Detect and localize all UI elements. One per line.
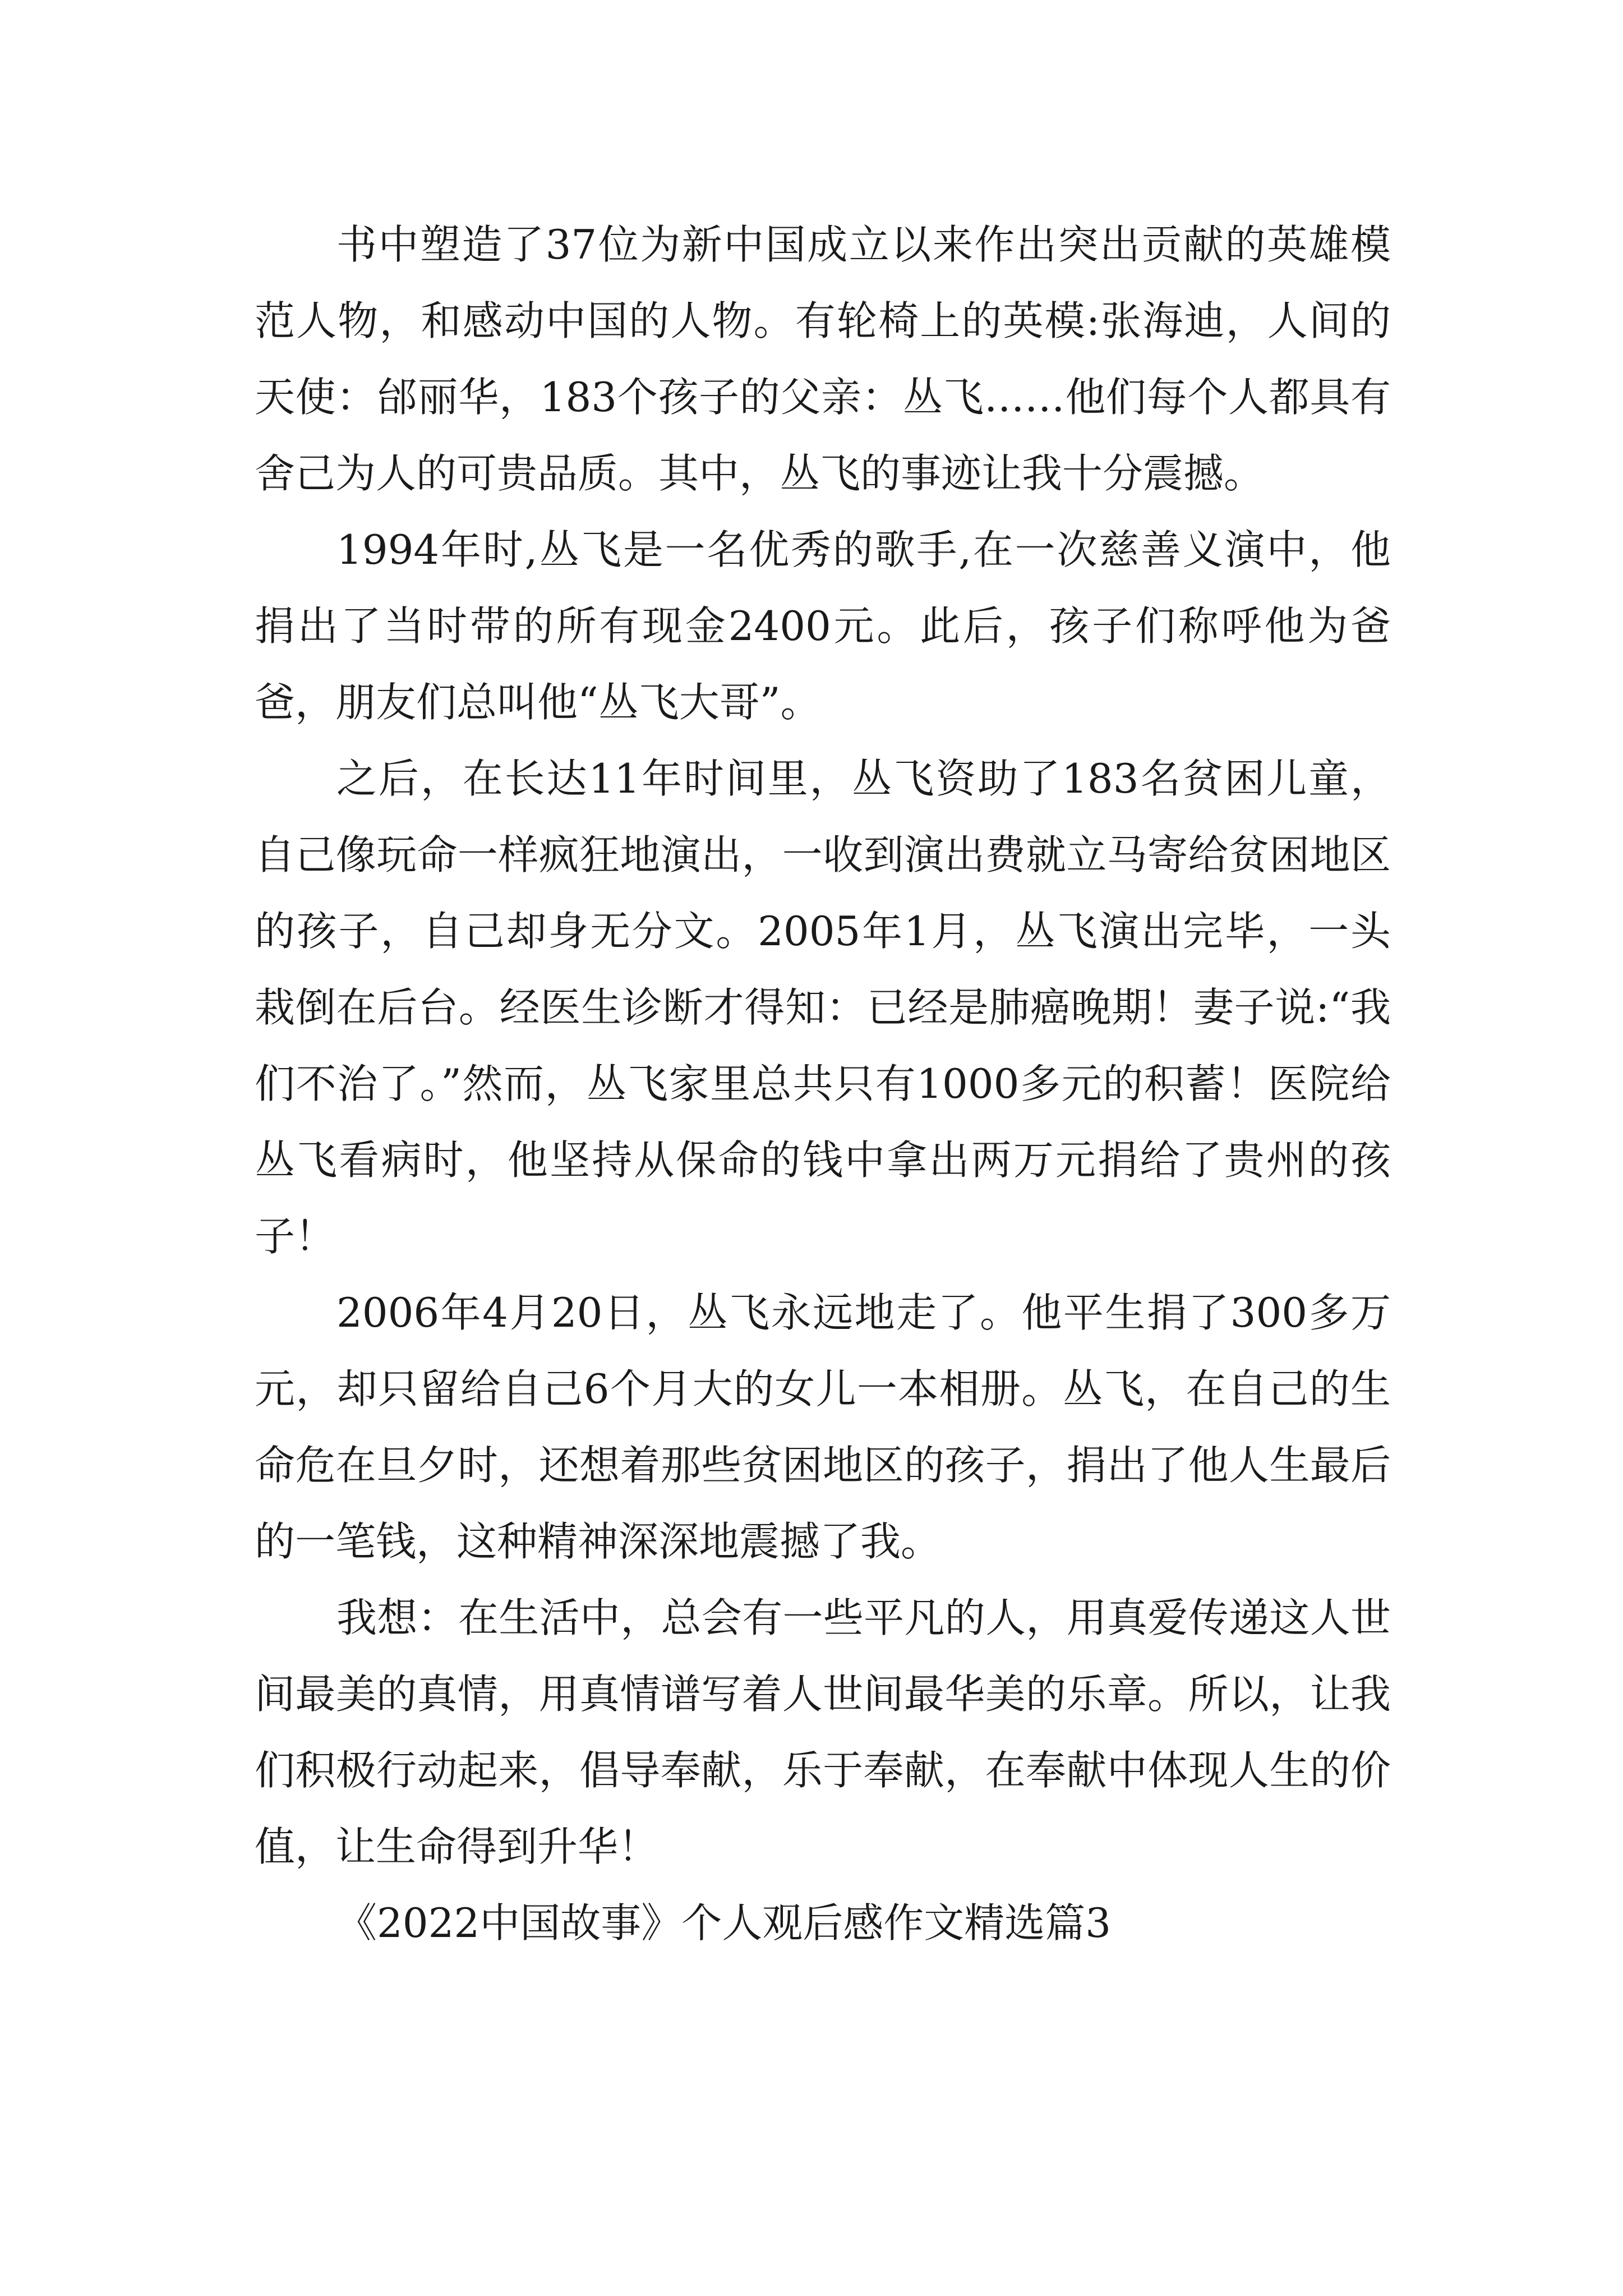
paragraph: 1994年时,丛飞是一名优秀的歌手,在一次慈善义演中，他捐出了当时带的所有现金2400元。此后，孩子们称呼他为爸爸，朋友们总叫他“丛飞大哥”。 (255, 526, 1391, 726)
section-heading: 《2022中国故事》个人观后感作文精选篇3 (336, 1899, 1112, 1947)
paragraph: 书中塑造了37位为新中国成立以来作出突出贡献的英雄模范人物，和感动中国的人物。有轮椅上的英模:张海迪，人间的天使：邰丽华，183个孩子的父亲：丛飞……他们每个人都具有舍己为人的可贵品质。其中，丛飞的事迹让我十分震撼。 (255, 221, 1391, 497)
paragraph: 2006年4月20日，丛飞永远地走了。他平生捐了300多万元，却只留给自己6个月大的女儿一本相册。丛飞，在自己的生命危在旦夕时，还想着那些贫困地区的孩子，捐出了他人生最后的一笔钱，这种精神深深地震撼了我。 (255, 1289, 1391, 1565)
paragraph: 我想：在生活中，总会有一些平凡的人，用真爱传递这人世间最美的真情，用真情谱写着人世间最华美的乐章。所以，让我们积极行动起来，倡导奉献，乐于奉献，在奉献中体现人生的价值，让生命得到升华！ (255, 1594, 1391, 1870)
paragraph: 之后，在长达11年时间里，丛飞资助了183名贫困儿童，自己像玩命一样疯狂地演出，一收到演出费就立马寄给贫困地区的孩子，自己却身无分文。2005年1月，丛飞演出完毕，一头栽倒在后台。经医生诊断才得知：已经是肺癌晚期！妻子说:“我们不治了。”然而，丛飞家里总共只有1000多元的积蓄！医院给丛飞看病时，他坚持从保命的钱中拿出两万元捐给了贵州的孩子！ (255, 755, 1391, 1260)
document-body (255, 206, 1391, 1961)
